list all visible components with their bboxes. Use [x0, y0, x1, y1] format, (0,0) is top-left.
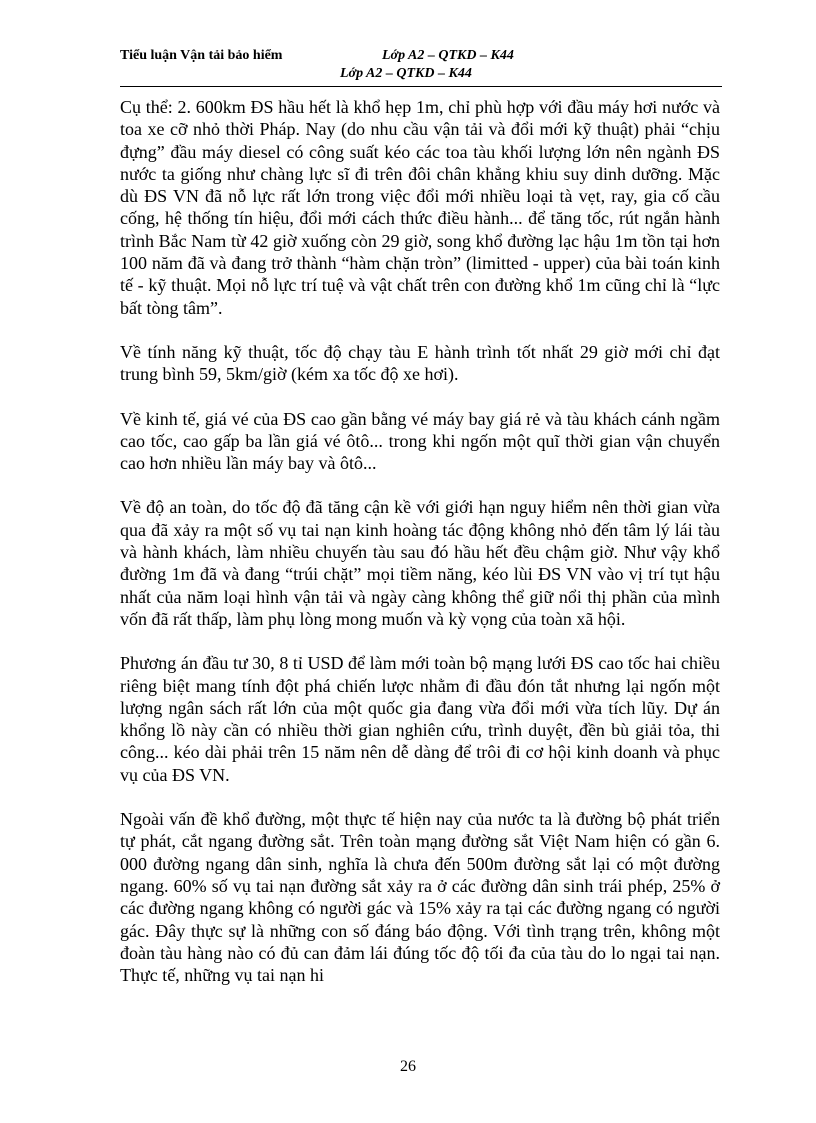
- page-number: 26: [400, 1058, 416, 1075]
- header-row: [120, 48, 720, 66]
- header-class-label-repeat: Lớp A2 – QTKD – K44: [340, 66, 472, 81]
- header-class-label: Lớp A2 – QTKD – K44: [382, 48, 514, 63]
- paragraph: Về độ an toàn, do tốc độ đã tăng cận kề với giới hạn nguy hiểm nên thời gian vừa qua đã xảy ra một số vụ tai nạn kinh hoàng tác động không nhỏ đến tâm lý lái tàu và hành khách, làm nhiều chuyến tàu sau đó hầu hết đều chậm giờ. Như vậy khổ đường 1m đã và đang “trúi chặt” mọi tiềm năng, kéo lùi ĐS VN vào vị trí tụt hậu nhất của năm loại hình vận tải và ngày càng không thể giữ nổi thị phần của mình vốn đã rất thấp, làm phụ lòng mong muốn và kỳ vọng của toàn xã hội.: [120, 497, 720, 629]
- header-divider: [120, 86, 722, 87]
- paragraph: Về kinh tế, giá vé của ĐS cao gần bằng vé máy bay giá rẻ và tàu khách cánh ngầm cao tốc, cao gấp ba lần giá vé ôtô... trong khi ngốn một quĩ thời gian vận chuyển cao hơn nhiều lần máy bay và ôtô...: [120, 408, 720, 474]
- paragraph: Phương án đầu tư 30, 8 tỉ USD để làm mới toàn bộ mạng lưới ĐS cao tốc hai chiều riêng biệt mang tính đột phá chiến lược nhằm đi đầu đón tắt nhưng lại ngốn một lượng ngân sách rất lớn của một quốc gia đang vừa đổi mới vừa tích lũy. Dự án khổng lồ này cần có nhiều thời gian nghiên cứu, trình duyệt, đền bù giải tỏa, thi công... kéo dài phải trên 15 năm nên dễ dàng để trôi đi cơ hội kinh doanh và phục vụ của ĐS VN.: [120, 653, 720, 785]
- document-body: [120, 96, 720, 1008]
- header-document-title: Tiểu luận Vận tải bảo hiểm: [120, 48, 283, 63]
- paragraph: Về tính năng kỹ thuật, tốc độ chạy tàu E hành trình tốt nhất 29 giờ mới chỉ đạt trung bình 59, 5km/giờ (kém xa tốc độ xe hơi).: [120, 341, 720, 385]
- paragraph: Ngoài vấn đề khổ đường, một thực tế hiện nay của nước ta là đường bộ phát triển tự phát, cắt ngang đường sắt. Trên toàn mạng đường sắt Việt Nam hiện có gần 6. 000 đường ngang dân sinh, nghĩa là chưa đến 500m đường sắt lại có một đường ngang. 60% số vụ tai nạn đường sắt xảy ra ở các đường dân sinh trái phép, 25% ở các đường ngang không có người gác và 15% xảy ra tại các đường ngang có người gác. Đây thực sự là những con số đáng báo động. Với tình trạng trên, không một đoàn tàu hàng nào có đủ can đảm lái đúng tốc độ tối đa của tàu do lo ngại tai nạn. Thực tế, những vụ tai nạn hi: [120, 809, 720, 986]
- page-header: [120, 48, 720, 81]
- paragraph: Cụ thể: 2. 600km ĐS hầu hết là khổ hẹp 1m, chỉ phù hợp với đầu máy hơi nước và toa xe cỡ nhỏ thời Pháp. Nay (do nhu cầu vận tải và đổi mới kỹ thuật) phải “chịu đựng” đầu máy diesel có công suất kéo các toa tàu khối lượng lớn nên ngành ĐS nước ta giống như chàng lực sĩ đi trên đôi chân khẳng khiu suy dinh dưỡng. Mặc dù ĐS VN đã nỗ lực rất lớn trong việc đổi mới nhiều loại tà vẹt, ray, gia cố cầu cống, hệ thống tín hiệu, đổi mới cách thức điều hành... để tăng tốc, rút ngắn hành trình Bắc Nam từ 42 giờ xuống còn 29 giờ, song khổ đường lạc hậu 1m tồn tại hơn 100 năm đã và đang trở thành “hàm chặn tròn” (limitted - upper) của bài toán kinh tế - kỹ thuật. Mọi nỗ lực trí tuệ và vật chất trên con đường khổ 1m cũng chỉ là “lực bất tòng tâm”.: [120, 97, 720, 318]
